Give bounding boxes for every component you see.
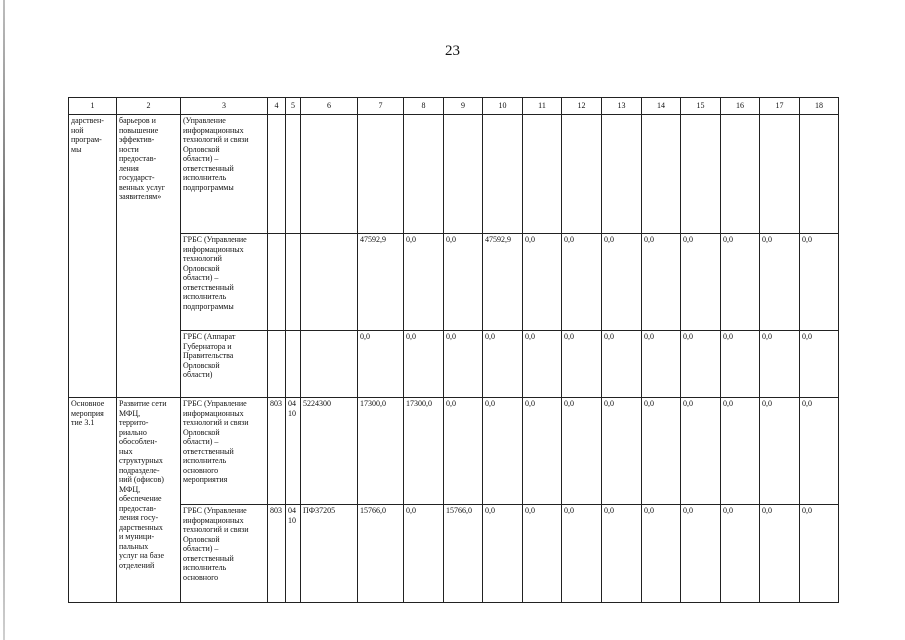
amount-cell-col-11: 0,0 <box>523 234 562 331</box>
executor-cell: ГРБС (Управление информационных технологий Орловской области) – ответственный исполнитель подпрограммы <box>181 234 268 331</box>
amount-cell-col-16: 0,0 <box>721 505 760 603</box>
section-code-cell <box>286 234 301 331</box>
amount-cell-col-11: 0,0 <box>523 505 562 603</box>
amount-cell-col-9 <box>444 115 483 234</box>
column-number-15: 15 <box>681 98 721 115</box>
amount-cell-col-11: 0,0 <box>523 398 562 505</box>
amount-cell-col-8: 0,0 <box>404 331 444 398</box>
amount-cell-col-12: 0,0 <box>562 398 602 505</box>
amount-cell-col-8: 17300,0 <box>404 398 444 505</box>
event-description-cell: Развитие сети МФЦ, террито- риально обособлен- ных структурных подразделе- ний (офисов) МФЦ, обеспечение предостав- ления госу- дарственных и муници- пальных услуг на базе отделений <box>117 398 181 603</box>
page-number: 23 <box>445 43 460 59</box>
column-number-8: 8 <box>404 98 444 115</box>
amount-cell-col-8 <box>404 115 444 234</box>
amount-cell-col-10: 0,0 <box>483 505 523 603</box>
amount-cell-col-10 <box>483 115 523 234</box>
amount-cell-col-13: 0,0 <box>602 331 642 398</box>
column-number-13: 13 <box>602 98 642 115</box>
grbs-code-cell: 803 <box>268 398 286 505</box>
amount-cell-col-10: 0,0 <box>483 331 523 398</box>
program-name-cell: дарствен- ной програм- мы <box>69 115 117 398</box>
column-number-9: 9 <box>444 98 483 115</box>
amount-cell-col-12 <box>562 115 602 234</box>
grbs-code-cell: 803 <box>268 505 286 603</box>
amount-cell-col-7: 17300,0 <box>358 398 404 505</box>
amount-cell-col-15: 0,0 <box>681 398 721 505</box>
amount-cell-col-14: 0,0 <box>642 505 681 603</box>
table-row <box>69 331 839 398</box>
column-number-3: 3 <box>181 98 268 115</box>
table-header-row <box>69 98 839 115</box>
amount-cell-col-8: 0,0 <box>404 505 444 603</box>
amount-cell-col-16: 0,0 <box>721 234 760 331</box>
amount-cell-col-13: 0,0 <box>602 505 642 603</box>
amount-cell-col-18: 0,0 <box>800 505 839 603</box>
amount-cell-col-12: 0,0 <box>562 331 602 398</box>
amount-cell-col-17: 0,0 <box>760 331 800 398</box>
column-number-17: 17 <box>760 98 800 115</box>
column-number-7: 7 <box>358 98 404 115</box>
amount-cell-col-13 <box>602 115 642 234</box>
section-code-cell <box>286 115 301 234</box>
amount-cell-col-9: 15766,0 <box>444 505 483 603</box>
target-article-cell <box>301 115 358 234</box>
amount-cell-col-7: 15766,0 <box>358 505 404 603</box>
executor-cell: ГРБС (Управление информационных технологий и связи Орловской области) – ответственный исполнитель основного <box>181 505 268 603</box>
amount-cell-col-17 <box>760 115 800 234</box>
amount-cell-col-16: 0,0 <box>721 331 760 398</box>
amount-cell-col-17: 0,0 <box>760 234 800 331</box>
amount-cell-col-11: 0,0 <box>523 331 562 398</box>
amount-cell-col-15: 0,0 <box>681 505 721 603</box>
amount-cell-col-12: 0,0 <box>562 505 602 603</box>
column-number-16: 16 <box>721 98 760 115</box>
amount-cell-col-18: 0,0 <box>800 398 839 505</box>
grbs-code-cell <box>268 331 286 398</box>
section-code-cell <box>286 331 301 398</box>
amount-cell-col-7 <box>358 115 404 234</box>
amount-cell-col-7: 0,0 <box>358 331 404 398</box>
amount-cell-col-18 <box>800 115 839 234</box>
amount-cell-col-17: 0,0 <box>760 398 800 505</box>
scan-edge-line <box>3 0 5 640</box>
column-number-18: 18 <box>800 98 839 115</box>
amount-cell-col-7: 47592,9 <box>358 234 404 331</box>
section-code-cell: 04 10 <box>286 398 301 505</box>
amount-cell-col-18: 0,0 <box>800 234 839 331</box>
amount-cell-col-14: 0,0 <box>642 331 681 398</box>
amount-cell-col-18: 0,0 <box>800 331 839 398</box>
amount-cell-col-15 <box>681 115 721 234</box>
target-article-cell: ПФ37205 <box>301 505 358 603</box>
column-number-10: 10 <box>483 98 523 115</box>
amount-cell-col-14: 0,0 <box>642 398 681 505</box>
table-row <box>69 398 839 505</box>
amount-cell-col-9: 0,0 <box>444 234 483 331</box>
column-number-2: 2 <box>117 98 181 115</box>
table-row <box>69 234 839 331</box>
section-code-cell: 04 10 <box>286 505 301 603</box>
amount-cell-col-9: 0,0 <box>444 331 483 398</box>
amount-cell-col-9: 0,0 <box>444 398 483 505</box>
amount-cell-col-15: 0,0 <box>681 331 721 398</box>
target-article-cell: 5224300 <box>301 398 358 505</box>
amount-cell-col-13: 0,0 <box>602 234 642 331</box>
column-number-1: 1 <box>69 98 117 115</box>
amount-cell-col-16: 0,0 <box>721 398 760 505</box>
amount-cell-col-14 <box>642 115 681 234</box>
amount-cell-col-8: 0,0 <box>404 234 444 331</box>
column-number-11: 11 <box>523 98 562 115</box>
amount-cell-col-10: 0,0 <box>483 398 523 505</box>
executor-cell: (Управление информационных технологий и связи Орловской области) – ответственный исполнитель подпрограммы <box>181 115 268 234</box>
budget-table <box>68 97 839 603</box>
table-row <box>69 115 839 234</box>
table-row <box>69 505 839 603</box>
event-name-cell: Основное мероприя тие 3.1 <box>69 398 117 603</box>
column-number-12: 12 <box>562 98 602 115</box>
subprogram-title-cell: барьеров и повышение эффектив- ности предостав- ления государст- венных услуг заявителям» <box>117 115 181 398</box>
amount-cell-col-17: 0,0 <box>760 505 800 603</box>
amount-cell-col-16 <box>721 115 760 234</box>
column-number-14: 14 <box>642 98 681 115</box>
grbs-code-cell <box>268 115 286 234</box>
target-article-cell <box>301 234 358 331</box>
amount-cell-col-11 <box>523 115 562 234</box>
column-number-5: 5 <box>286 98 301 115</box>
amount-cell-col-13: 0,0 <box>602 398 642 505</box>
amount-cell-col-14: 0,0 <box>642 234 681 331</box>
column-number-6: 6 <box>301 98 358 115</box>
executor-cell: ГРБС (Аппарат Губернатора и Правительства Орловской области) <box>181 331 268 398</box>
executor-cell: ГРБС (Управление информационных технологий и связи Орловской области) – ответственный исполнитель основного мероприятия <box>181 398 268 505</box>
amount-cell-col-10: 47592,9 <box>483 234 523 331</box>
grbs-code-cell <box>268 234 286 331</box>
target-article-cell <box>301 331 358 398</box>
column-number-4: 4 <box>268 98 286 115</box>
amount-cell-col-12: 0,0 <box>562 234 602 331</box>
amount-cell-col-15: 0,0 <box>681 234 721 331</box>
